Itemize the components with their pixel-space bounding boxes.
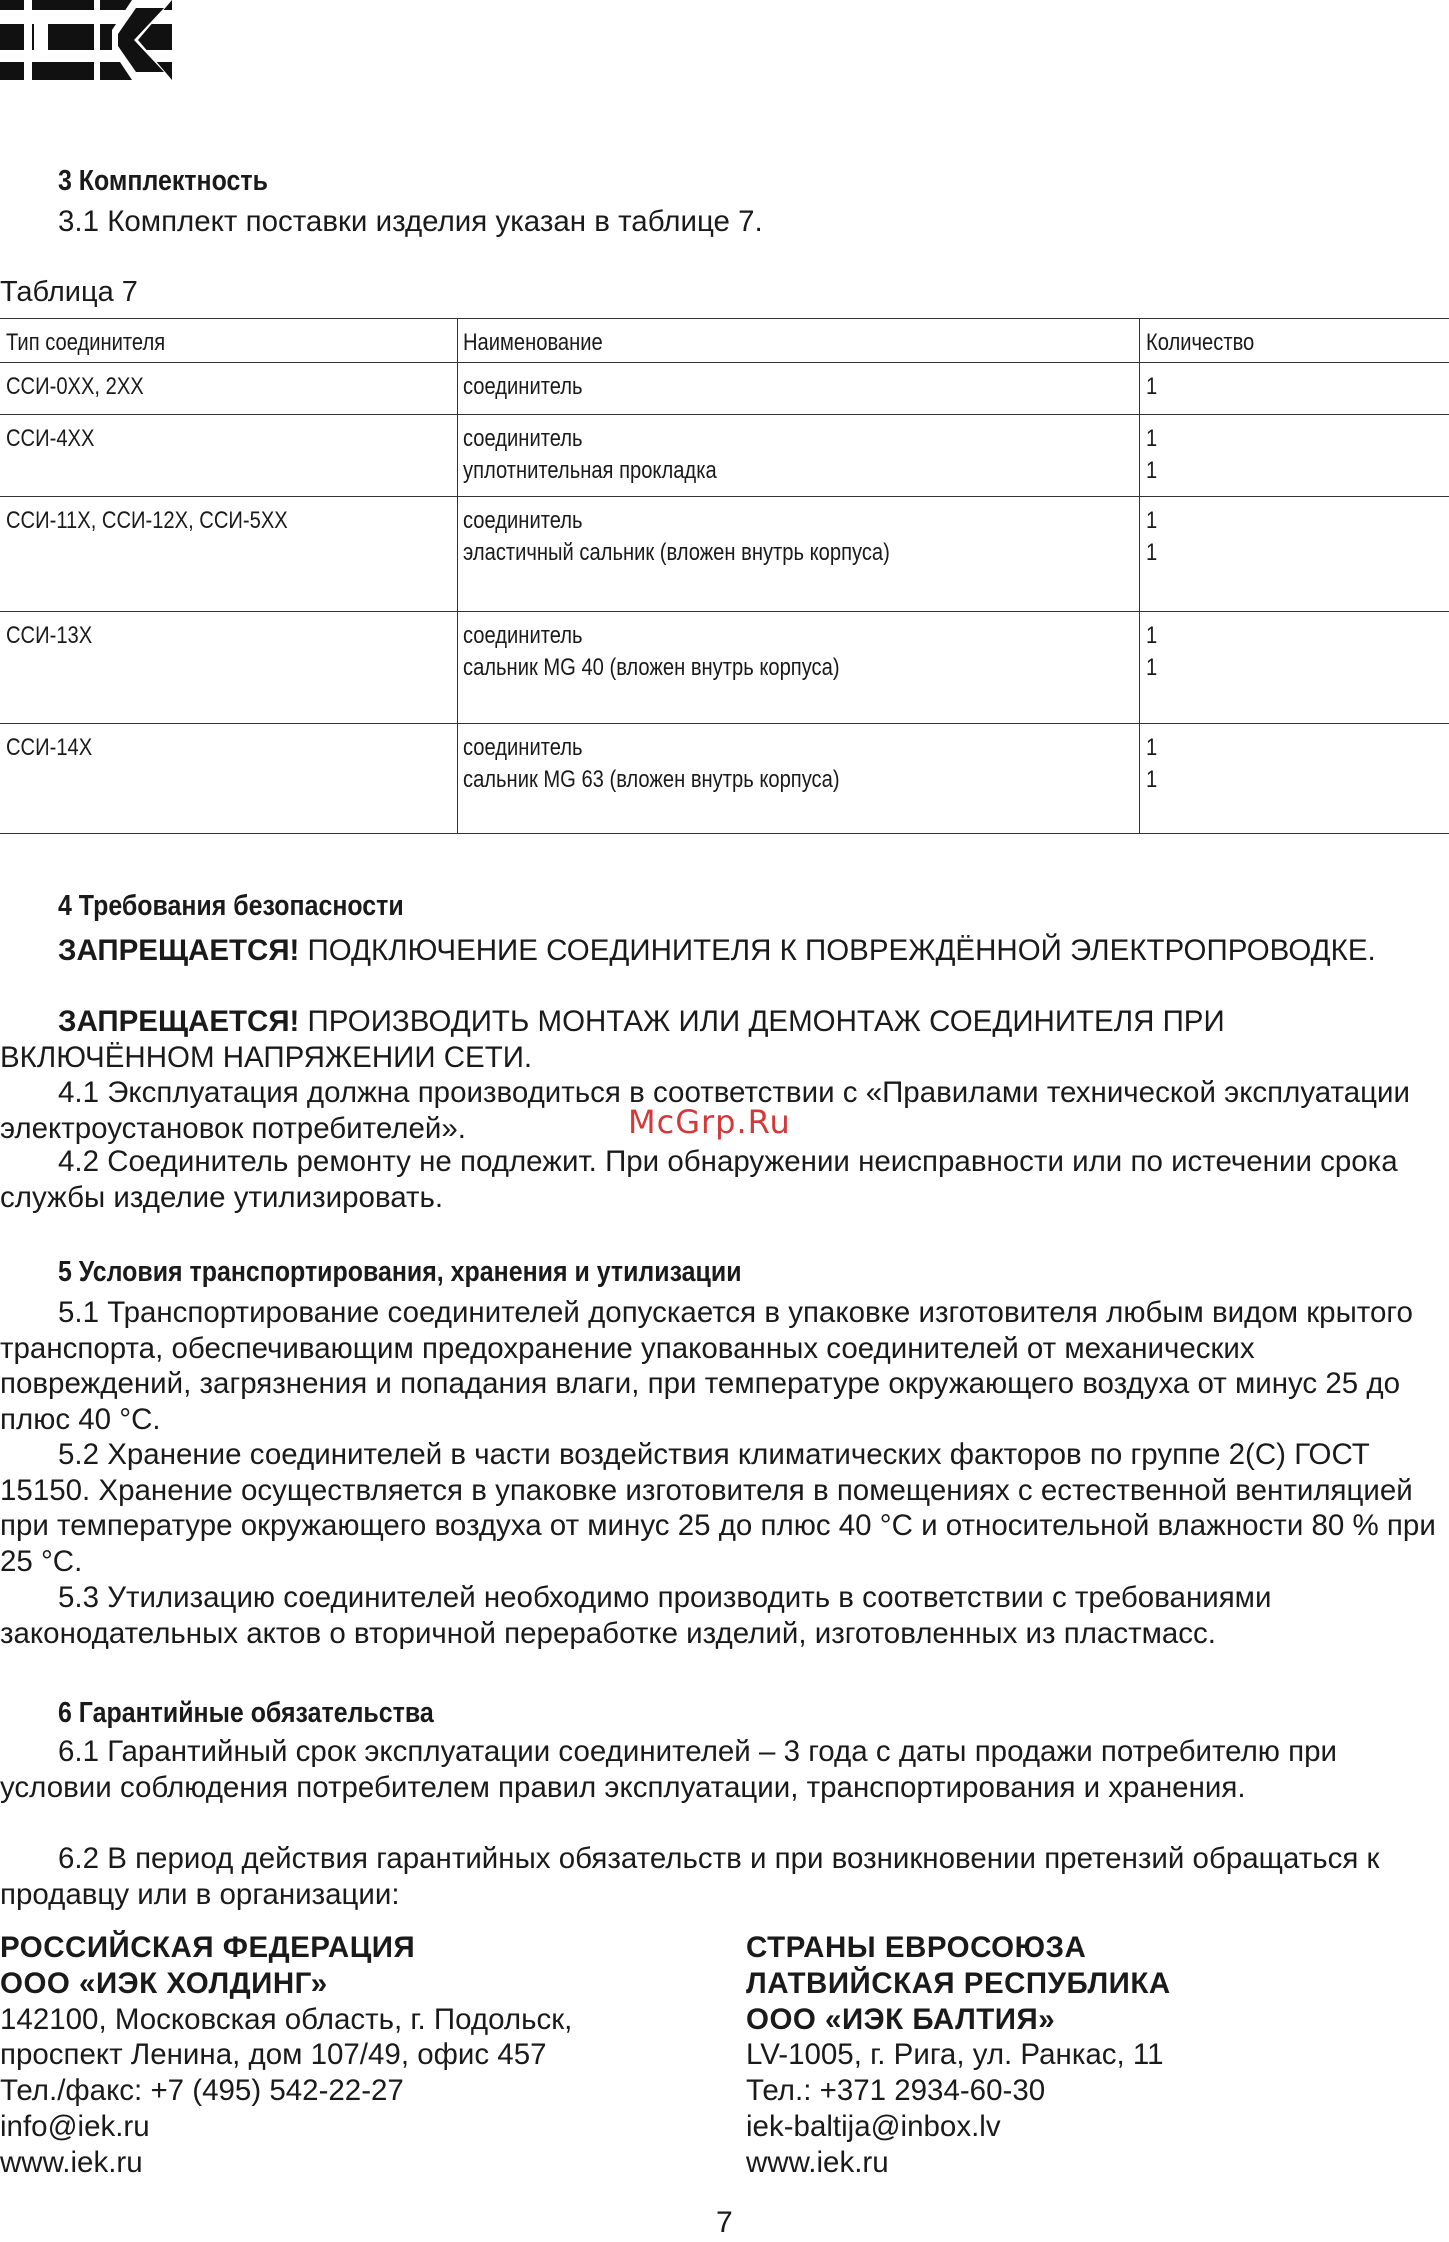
contact-phone: Тел.: +371 2934-60-30 [746, 2074, 1046, 2108]
cell-qty: 1 [1146, 622, 1158, 649]
cell-qty: 1 [1146, 457, 1158, 484]
cell-name: соединитель [463, 373, 583, 400]
contact-email: iek-baltija@inbox.lv [746, 2109, 1001, 2143]
cell-qty: 1 [1146, 425, 1158, 452]
contact-website: www.iek.ru [746, 2145, 889, 2179]
table-header-row [0, 319, 1449, 363]
warning-label: ЗАПРЕЩАЕТСЯ! [58, 1005, 300, 1038]
section5-paragraph-5-1 [0, 1295, 1440, 1437]
table-row [0, 415, 1449, 497]
contact-email: info@iek.ru [0, 2109, 150, 2143]
contact-country: ЛАТВИЙСКАЯ РЕСПУБЛИКА [746, 1966, 1171, 2000]
watermark: McGrp.Ru [628, 1103, 791, 1141]
section5-paragraph-5-3 [0, 1580, 1440, 1651]
section4-heading: 4 Требования безопасности [58, 890, 404, 922]
cell-name: уплотнительная прокладка [463, 457, 717, 484]
contact-company: ООО «ИЭК ХОЛДИНГ» [0, 1966, 328, 2000]
table-row [0, 363, 1449, 415]
iek-logo [0, 0, 172, 80]
cell-qty: 1 [1146, 507, 1158, 534]
section4-warning-2 [0, 1004, 1440, 1075]
section6-heading: 6 Гарантийные обязательства [58, 1697, 434, 1729]
contact-address: 142100, Московская область, г. Подольск, [0, 2002, 573, 2036]
header-name: Наименование [463, 329, 603, 356]
cell-name: сальник MG 63 (вложен внутрь корпуса) [463, 766, 840, 793]
header-type: Тип соединителя [6, 329, 166, 356]
contact-company: ООО «ИЭК БАЛТИЯ» [746, 2002, 1056, 2036]
cell-qty: 1 [1146, 539, 1158, 566]
warning-text: ПРОИЗВОДИТЬ МОНТАЖ ИЛИ ДЕМОНТАЖ СОЕДИНИТЕЛЯ ПРИ ВКЛЮЧЁННОМ НАПРЯЖЕНИИ СЕТИ. [0, 1005, 1225, 1074]
cell-qty: 1 [1146, 373, 1158, 400]
contact-region: СТРАНЫ ЕВРОСОЮЗА [746, 1931, 1087, 1964]
section6-paragraph-6-2 [0, 1841, 1440, 1912]
page-number: 7 [716, 2206, 733, 2239]
table-row [0, 497, 1449, 612]
paragraph-text: 4.2 Соединитель ремонту не подлежит. При обнаружении неисправности или по истечении срока службы изделие утилизировать. [0, 1145, 1398, 1214]
section4-warning-1 [0, 933, 1440, 969]
contact-website: www.iek.ru [0, 2145, 143, 2179]
cell-name: сальник MG 40 (вложен внутрь корпуса) [463, 654, 840, 681]
paragraph-text: 6.2 В период действия гарантийных обязательств и при возникновении претензий обращаться к продавцу или в организации: [0, 1842, 1380, 1911]
contact-phone: Тел./факс: +7 (495) 542-22-27 [0, 2074, 404, 2108]
cell-qty: 1 [1146, 734, 1158, 761]
cell-name: соединитель [463, 507, 583, 534]
cell-qty: 1 [1146, 766, 1158, 793]
paragraph-text: 5.2 Хранение соединителей в части воздействия климатических факторов по группе 2(С) ГОСТ 15150. Хранение осуществляется в упаковке изготовителя в помещениях с естественной вентиляцией при температуре окружающего воздуха от минус 25 до плюс 40 °С и относительной влажности 80 % при 25 °С. [0, 1438, 1436, 1578]
section5-heading: 5 Условия транспортирования, хранения и утилизации [58, 1256, 742, 1288]
contact-russia [0, 1930, 700, 2181]
cell-type: ССИ-13Х [6, 622, 93, 649]
table7-caption: Таблица 7 [0, 276, 138, 308]
cell-name: соединитель [463, 622, 583, 649]
cell-name: соединитель [463, 425, 583, 452]
section6-paragraph-6-1 [0, 1734, 1440, 1805]
contact-address: проспект Ленина, дом 107/49, офис 457 [0, 2038, 547, 2072]
contact-latvia [746, 1930, 1446, 2181]
paragraph-text: 6.1 Гарантийный срок эксплуатации соединителей – 3 года с даты продажи потребителю при условии соблюдения потребителем правил эксплуатации, транспортирования и хранения. [0, 1735, 1337, 1804]
section3-paragraph: 3.1 Комплект поставки изделия указан в таблице 7. [58, 205, 763, 238]
paragraph-text: 4.1 Эксплуатация должна производиться в соответствии с «Правилами технической эксплуатации электроустановок потребителей». [0, 1076, 1410, 1145]
cell-type: ССИ-14Х [6, 734, 93, 761]
contact-address: LV-1005, г. Рига, ул. Ранкас, 11 [746, 2038, 1164, 2072]
header-qty: Количество [1146, 329, 1255, 356]
paragraph-text: 5.1 Транспортирование соединителей допускается в упаковке изготовителя любым видом крытого транспорта, обеспечивающим предохранение упакованных соединителей от механических повреждений, загрязнения и попадания влаги, при температуре окружающего воздуха от минус 25 до плюс 40 °С. [0, 1296, 1413, 1436]
cell-name: эластичный сальник (вложен внутрь корпуса) [463, 539, 890, 566]
cell-name: соединитель [463, 734, 583, 761]
section3-heading: 3 Комплектность [58, 165, 268, 197]
table-row [0, 612, 1449, 724]
cell-qty: 1 [1146, 654, 1158, 681]
warning-label: ЗАПРЕЩАЕТСЯ! [58, 934, 300, 967]
section5-paragraph-5-2 [0, 1437, 1440, 1579]
paragraph-text: 5.3 Утилизацию соединителей необходимо производить в соответствии с требованиями законодательных актов о вторичной переработке изделий, изготовленных из пластмасс. [0, 1581, 1272, 1650]
table7 [0, 318, 1449, 834]
section4-paragraph-4-2 [0, 1144, 1440, 1215]
cell-type: ССИ-11Х, ССИ-12Х, ССИ-5ХХ [6, 507, 288, 534]
contact-country: РОССИЙСКАЯ ФЕДЕРАЦИЯ [0, 1931, 416, 1964]
table-row [0, 724, 1449, 834]
cell-type: ССИ-4ХХ [6, 425, 95, 452]
warning-text: ПОДКЛЮЧЕНИЕ СОЕДИНИТЕЛЯ К ПОВРЕЖДЁННОЙ ЭЛЕКТРОПРОВОДКЕ. [299, 934, 1376, 967]
cell-type: ССИ-0ХХ, 2ХХ [6, 373, 144, 400]
